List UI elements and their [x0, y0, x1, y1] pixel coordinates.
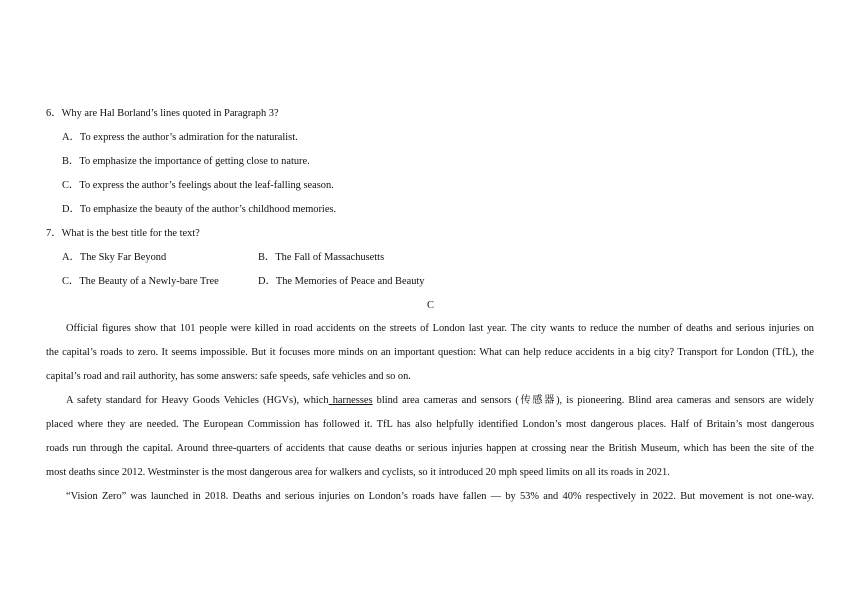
- passage-line: “Vision Zero” was launched in 2018. Deaths and serious injuries on London’s roads have fallen — by 53% and 40% respectively in 2022. But movement is not one-way.: [66, 491, 814, 502]
- passage-line: roads run through the capital. Around three-quarters of accidents that cause deaths or serious injuries happen at crossing near the British Museum, which has been the site of the: [46, 443, 814, 454]
- passage-line: most deaths since 2012. Westminster is the most dangerous area for walkers and cyclists, so it introduced 20 mph speed limits on all its roads in 2021.: [46, 467, 670, 478]
- question-7-option-c: C．The Beauty of a Newly-bare Tree: [62, 276, 219, 287]
- passage-line: placed where they are needed. The European Commission has followed it. TfL has also helpfully identified London’s most dangerous places. Half of Britain’s most dangerous: [46, 419, 814, 430]
- question-7-option-a: A．The Sky Far Beyond: [62, 252, 167, 263]
- passage-line: Official figures show that 101 people were killed in road accidents on the streets of London last year. The city wants to reduce the number of deaths and serious injuries on: [66, 323, 814, 334]
- question-6-option-b: B．To emphasize the importance of getting close to nature.: [62, 156, 310, 167]
- question-6-option-d: D．To emphasize the beauty of the author’s childhood memories.: [62, 204, 337, 215]
- question-7-stem: 7．What is the best title for the text?: [46, 228, 200, 239]
- question-7-option-d: D．The Memories of Peace and Beauty: [258, 276, 425, 287]
- passage-line: [66, 394, 814, 408]
- passage-text: blind area cameras and sensors (传感器), is pioneering. Blind area cameras and sensors are widely: [372, 395, 814, 406]
- passage-text: A safety standard for Heavy Goods Vehicles (HGVs), which: [66, 395, 329, 406]
- question-6-option-c: C．To express the author’s feelings about the leaf-falling season.: [62, 180, 334, 191]
- passage-line: capital’s road and rail authority, has some answers: safe speeds, safe vehicles and so on.: [46, 371, 411, 382]
- section-label: C: [427, 300, 434, 311]
- passage-line: the capital’s roads to zero. It seems impossible. But it focuses more minds on an important question: What can help reduce accidents in a big city? Transport for London (TfL), the: [46, 347, 814, 358]
- question-6-stem: 6．Why are Hal Borland’s lines quoted in Paragraph 3?: [46, 108, 279, 119]
- question-6-option-a: A．To express the author’s admiration for the naturalist.: [62, 132, 298, 143]
- underlined-word: harnesses: [328, 395, 373, 406]
- question-7-option-b: B．The Fall of Massachusetts: [258, 252, 385, 263]
